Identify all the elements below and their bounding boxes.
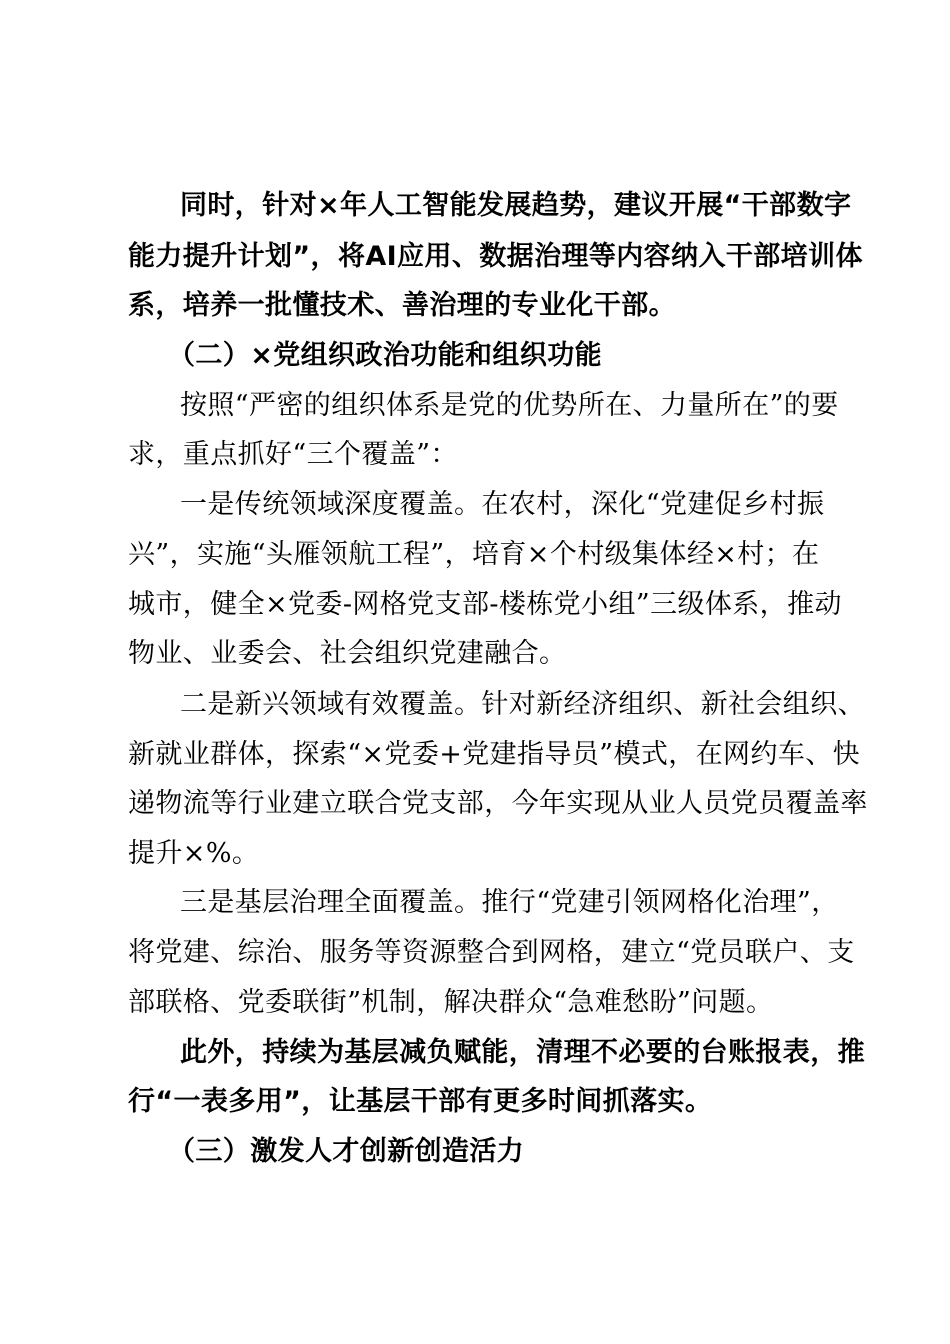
- paragraph-line: 系，培养一批懂技术、善治理的专业化干部。: [128, 290, 676, 321]
- paragraph-line: 求，重点抓好“三个覆盖”：: [128, 439, 458, 470]
- paragraph-line: 物业、业委会、社会组织党建融合。: [128, 638, 567, 669]
- paragraph-line: 兴”，实施“头雁领航工程”，培育×个村级集体经×村；在: [128, 539, 820, 570]
- paragraph-line: 三是基层治理全面覆盖。推行“党建引领网格化治理”，: [180, 887, 839, 918]
- paragraph-line: 提升×%。: [128, 838, 260, 869]
- paragraph-line: 新就业群体，探索“×党委+党建指导员”模式，在网约车、快: [128, 739, 861, 770]
- section-heading: （二）×党组织政治功能和组织功能: [168, 340, 603, 371]
- paragraph-line: 一是传统领域深度覆盖。在农村，深化“党建促乡村振: [180, 489, 825, 520]
- paragraph-line: 城市，健全×党委-网格党支部-楼栋党小组”三级体系，推动: [128, 589, 842, 620]
- paragraph-line: 将党建、综治、服务等资源整合到网格，建立“党员联户、支: [128, 937, 855, 968]
- paragraph-line: 能力提升计划”，将AI应用、数据治理等内容纳入干部培训体: [128, 241, 863, 272]
- paragraph-line: 同时，针对×年人工智能发展趋势，建议开展“干部数字: [180, 190, 852, 221]
- paragraph-line: 行“一表多用”，让基层干部有更多时间抓落实。: [128, 1086, 713, 1117]
- paragraph-line: 递物流等行业建立联合党支部，今年实现从业人员党员覆盖率: [128, 788, 868, 819]
- paragraph-line: 按照“严密的组织体系是党的优势所在、力量所在”的要: [180, 390, 839, 421]
- section-heading: （三）激发人才创新创造活力: [168, 1136, 525, 1167]
- paragraph-line: 部联格、党委联街”机制，解决群众“急难愁盼”问题。: [128, 987, 774, 1018]
- paragraph-line: 此外，持续为基层减负赋能，清理不必要的台账报表，推: [180, 1037, 865, 1068]
- paragraph-line: 二是新兴领域有效覆盖。针对新经济组织、新社会组织、: [180, 689, 865, 720]
